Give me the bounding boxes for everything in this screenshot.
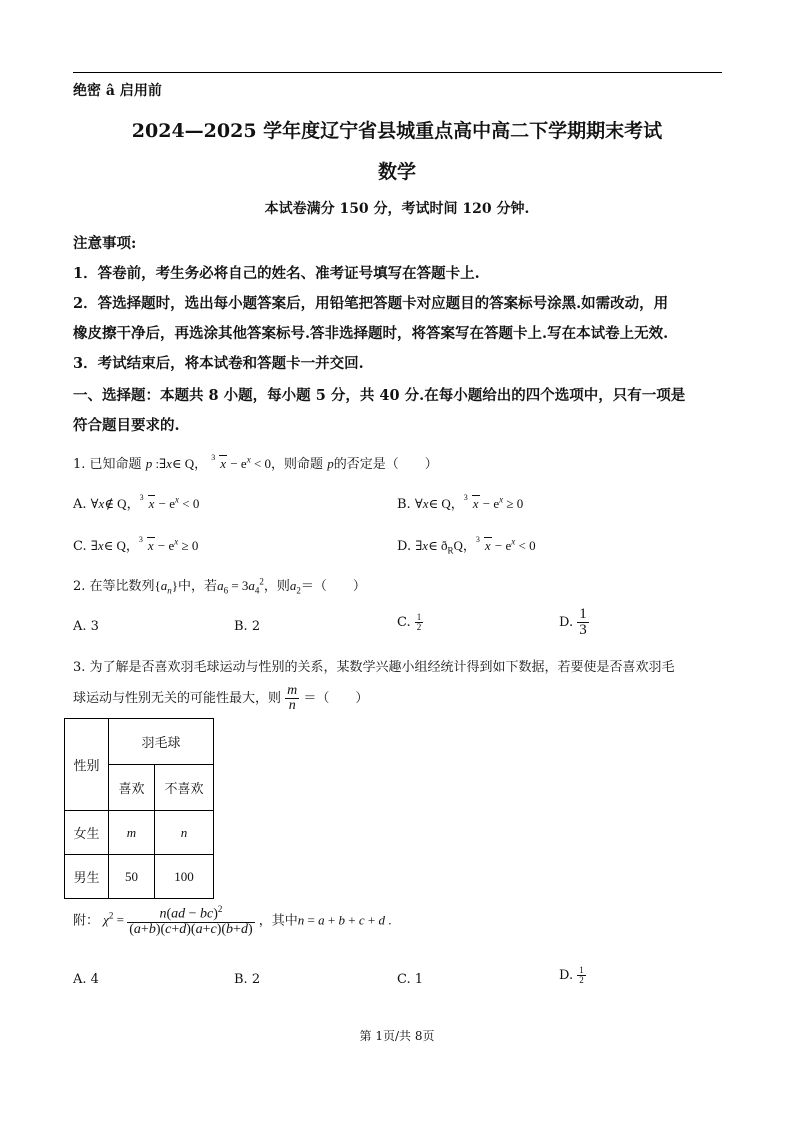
subject-title: 数学 bbox=[377, 161, 416, 183]
notice-item-2a: 2．答选择题时，选出每小题答案后，用铅笔把答题卡对应题目的答案标号涂黑.如需改动，用 bbox=[73, 295, 669, 312]
question-3-option-d[interactable]: D. $\frac{1}{2}$ bbox=[559, 965, 584, 985]
question-1-stem: 1. 已知命题 p :∃x∈ Q， 3 $x - e^x < 0$，则命题 p的否定是（ ） bbox=[73, 453, 438, 472]
question-3-line-2: 球运动与性别无关的可能性最大，则 $\frac{m}{n}$ ＝（ ） bbox=[73, 683, 369, 713]
exam-info: 本试卷满分 150 分，考试时间 120 分钟. bbox=[264, 201, 530, 217]
exam-title: 2024—2025 学年度辽宁省县城重点高中高二下学期期末考试 bbox=[131, 120, 663, 142]
question-3-option-a[interactable]: A. 4 bbox=[73, 972, 99, 987]
notice-item-1: 1．答卷前，考生务必将自己的姓名、准考证号填写在答题卡上. bbox=[73, 265, 480, 282]
header-dislike: 不喜欢 bbox=[155, 765, 214, 811]
row-male-label: 男生 bbox=[65, 855, 109, 899]
row-female-label: 女生 bbox=[65, 811, 109, 855]
secret-label: 绝密 â 启用前 bbox=[73, 83, 162, 99]
header-like: 喜欢 bbox=[109, 765, 155, 811]
row-female-dislike: n bbox=[155, 811, 214, 855]
header-gender: 性别 bbox=[65, 719, 109, 811]
page-footer: 第 1页/共 8页 bbox=[359, 1029, 435, 1043]
top-rule bbox=[73, 72, 722, 73]
notice-item-3: 3．考试结束后，将本试卷和答题卡一并交回. bbox=[73, 355, 364, 372]
row-male-like: 50 bbox=[109, 855, 155, 899]
contingency-table bbox=[64, 718, 214, 899]
notice-heading: 注意事项: bbox=[73, 235, 137, 252]
question-1-option-a[interactable]: A. ∀x∉ Q， 3 $x - e^x < 0$ bbox=[73, 493, 200, 512]
question-1-option-d[interactable]: D. ∃x∈ $ð_RQ$， 3 $x - e^x < 0$ bbox=[397, 535, 536, 556]
question-1-option-b[interactable]: B. ∀x∈ Q， 3 $x - e^x \ge 0$ bbox=[397, 493, 524, 512]
header-badminton: 羽毛球 bbox=[109, 719, 214, 765]
question-2-option-c[interactable]: C. $\frac{1}{2}$ bbox=[397, 612, 422, 632]
question-3-option-b[interactable]: B. 2 bbox=[234, 972, 261, 987]
question-3-option-c[interactable]: C. 1 bbox=[397, 972, 424, 987]
question-3-line-1: 3. 为了解是否喜欢羽毛球运动与性别的关系，某数学兴趣小组经统计得到如下数据，若要使是否喜欢羽毛 bbox=[73, 660, 675, 675]
section-heading-line2: 符合题目要求的. bbox=[73, 417, 180, 434]
question-2-option-d[interactable]: D. $\frac{1}{3}$ bbox=[559, 606, 587, 638]
question-2-option-a[interactable]: A. 3 bbox=[73, 619, 99, 634]
question-2-stem: 2. 在等比数列$\{a_n\}$中，若$a_6 = 3a_4^2$，则$a_2=$（ ） bbox=[73, 576, 366, 596]
question-2-option-b[interactable]: B. 2 bbox=[234, 619, 261, 634]
section-heading-line1: 一、选择题：本题共 8 小题，每小题 5 分，共 40 分.在每小题给出的四个选项中，只有一项是 bbox=[73, 387, 686, 404]
chi-square-formula: 附： $\chi^2$ = $\frac{n(ad - bc)^2}{(a+b)(c+d)(a+c)(b+d)}$ ，其中n = a + b + c + d . bbox=[73, 904, 392, 937]
row-male-dislike: 100 bbox=[155, 855, 214, 899]
row-female-like: m bbox=[109, 811, 155, 855]
question-1-option-c[interactable]: C. ∃x∈ Q， 3 $x - e^x \ge 0$ bbox=[73, 535, 199, 554]
notice-item-2b: 橡皮擦干净后，再选涂其他答案标号.答非选择题时，将答案写在答题卡上.写在本试卷上无效. bbox=[73, 325, 669, 342]
